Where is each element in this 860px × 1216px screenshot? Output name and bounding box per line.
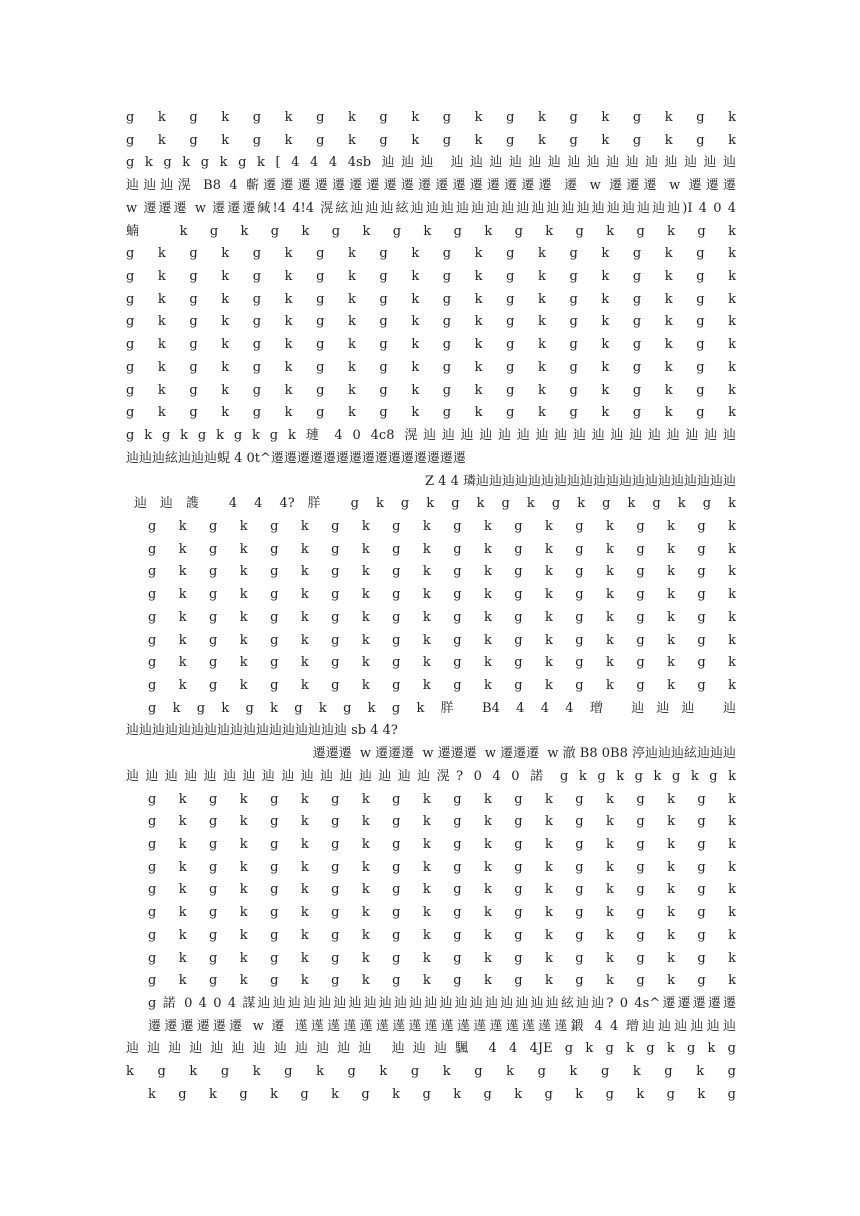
text-line: 辿辿辿辿辿辿辿辿辿辿辿辿辿辿辿辿辿 sb 4 4?	[126, 723, 398, 739]
text-line: g k g k g k g k g k g k g k g k g k g k	[126, 132, 736, 148]
text-line: 遷遷遷遷遷遷 w 遷 遳遳遳遳遳遳遳遳遳遳遳遳遳遳遳遳遳鍛 4 4 璔辿辿辿辿辿辿	[148, 1018, 736, 1034]
text-line: g k g k g k g k g k g k g k g k g k g k	[148, 632, 736, 648]
text-line: g k g k g k g k g k g k g k g k g k g k	[148, 541, 736, 557]
text-line: g k g k g k g k g k g k g k g k g k g k	[148, 677, 736, 693]
text-line: 辿辿辿辿辿辿辿辿辿辿辿辿辿辿辿辿滉? 0 4 0 諾 g k g k g k g k g k	[126, 768, 736, 784]
document-body	[126, 107, 736, 1129]
text-line: g k g k g k g k g k g k g k g k g k g k	[126, 359, 736, 375]
text-line: k g k g k g k g k g k g k g k g k g k g	[148, 1086, 736, 1102]
text-line: g k g k g k g k g k g k g k g k g k g k	[148, 814, 736, 830]
text-line: g k g k g k g k g k g k g k g k g k g k	[126, 382, 736, 398]
text-line: g k g k g k g k g k g k g k g k g k g k	[126, 405, 736, 421]
text-line: g k g k g k g k g k g k g k g k g k g k	[126, 337, 736, 353]
text-line: g k g k g k g k g k g k g k g k g k g k	[148, 564, 736, 580]
text-line: g k g k g k g k g k g k g k g k g k g k	[148, 518, 736, 534]
text-line: g k g k g k g k g k g k g k g k g k g k	[148, 927, 736, 943]
text-line: g k g k g k g k g k g k g k g k g k g k	[148, 837, 736, 852]
text-line: 蝻 k g k g k g k g k g k g k g k g k g k	[126, 223, 736, 239]
text-line: g k g k g k g k g k g k g k g k g k g k	[148, 882, 736, 898]
text-line: k g k g k g k g k g k g k g k g k g k g	[126, 1064, 736, 1080]
text-line: 辿辿謢 4 4 4?羘 g k g k g k g k g k g k g k g k	[134, 496, 736, 512]
text-line	[126, 1107, 736, 1130]
text-line: w 遷遷遷 w 遷遷遷緘!4 4!4 滉絃辿辿辿絃辿辿辿辿辿辿辿辿辿辿辿辿辿辿辿辿辿辿)I 4 0 4	[126, 200, 736, 216]
text-line: Z 4 4 璘辿辿辿辿辿辿辿辿辿辿辿辿辿辿辿辿辿辿辿辿	[425, 473, 736, 489]
text-line: g k g k g k g k g k g k g k g k g k g k	[148, 655, 736, 671]
text-line: 辿辿辿辿辿辿辿辿辿辿辿辿 辿辿辿颿 4 4 4JE g k g k g k g k g	[126, 1041, 736, 1057]
text-line: g k g k g k g k g k g k g k g k g k g k	[148, 973, 736, 989]
text-line: 遷遷遷 w 遷遷遷 w 遷遷遷 w 遷遷遷 w 澈 B8 0B8 渟辿辿辿絃辿辿辿	[312, 746, 736, 762]
text-line: g k g k g k g k g k g k g k g k g k g k	[148, 859, 736, 875]
text-line: g k g k g k g k g k g k g k g k g k g k	[126, 314, 736, 330]
text-line: g k g k g k g k g k g k 羘 B4 4 4 4 璔 辿辿辿 辿	[148, 700, 736, 716]
text-line: 辿辿辿滉 B8 4 蘄遷遷遷遷遷遷遷遷遷遷遷遷遷遷遷遷遷 遷 w 遷遷遷 w 遷遷遷	[126, 178, 736, 194]
text-line: g k g k g k g k g k g k g k g k g k g k	[126, 110, 736, 125]
text-line: g k g k g k g k [ 4 4 4 4sb 辿辿辿 辿辿辿辿辿辿辿辿辿辿辿辿辿辿辿	[126, 155, 736, 171]
text-line: g k g k g k g k g k g k g k g k g k g k	[148, 791, 736, 807]
text-line: g k g k g k g k g k g k g k g k g k g k	[148, 587, 736, 603]
text-line: g k g k g k g k g k g k g k g k g k g k	[126, 246, 736, 262]
text-line: g k g k g k g k g k g k g k g k g k g k	[126, 269, 736, 285]
text-line: g 諾 0 4 0 4 謀辿辿辿辿辿辿辿辿辿辿辿辿辿辿辿辿辿辿辿辿絃辿辿? 0 4s^遷遷遷遷遷	[148, 996, 736, 1012]
text-line: g k g k g k g k g k g k g k g k g k g k	[148, 609, 736, 625]
text-line: g k g k g k g k g k g k g k g k g k g k	[148, 905, 736, 921]
text-line: g k g k g k g k g k g k g k g k g k g k	[126, 291, 736, 307]
text-line: g k g k g k g k g k 璉 4 0 4c8 滉辿辿辿辿辿辿辿辿辿辿辿辿辿辿辿辿辿	[126, 428, 736, 444]
text-line: g k g k g k g k g k g k g k g k g k g k	[148, 950, 736, 966]
text-line: 辿辿辿絃辿辿辿蜆 4 0t^遷遷遷遷遷遷遷遷遷遷遷遷遷遷遷	[126, 450, 466, 466]
